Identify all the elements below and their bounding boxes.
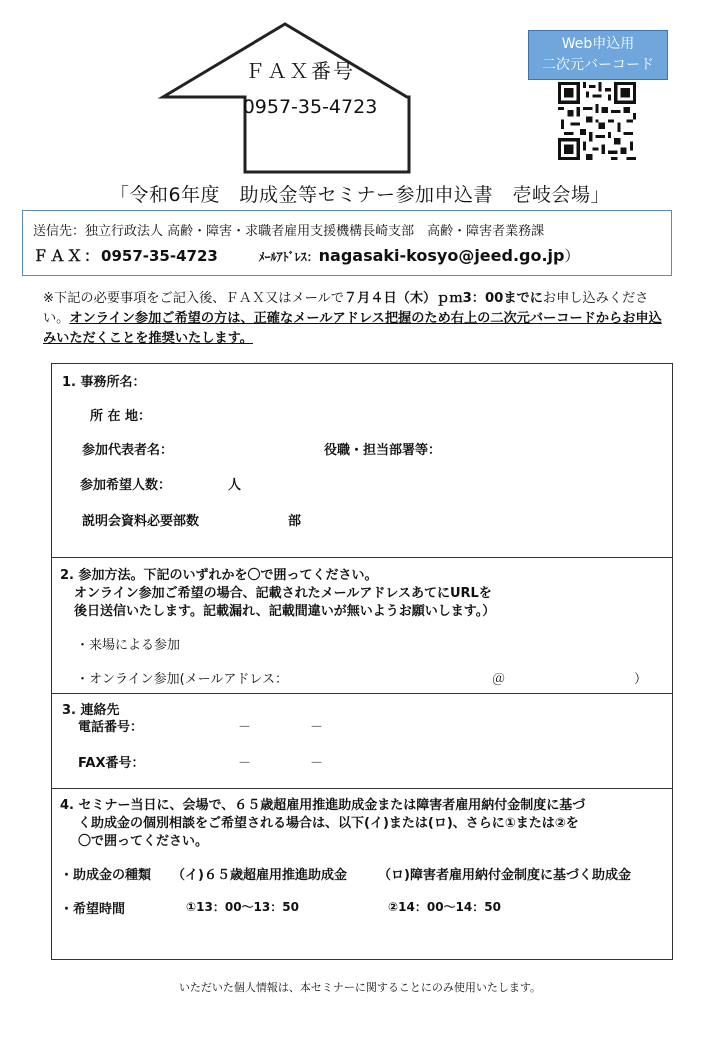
consultation-line3: 〇で囲ってください。 — [78, 834, 209, 849]
time-slot-2[interactable]: ②14：00～14：50 — [388, 900, 501, 914]
subsidy-type-i[interactable]: （イ)６５歳超雇用推進助成金 — [172, 868, 347, 883]
section-office — [52, 364, 672, 558]
option-online[interactable]: ・オンライン参加(メールアドレス： — [76, 672, 289, 687]
option-onsite[interactable]: ・来場による参加 — [76, 638, 181, 653]
notice-part2: お申し込みください。 — [43, 291, 649, 326]
method-online-note-2: 後日送信いたします。記載漏れ、記載間違いが無いようお願いします。） — [74, 604, 496, 619]
contact-title: 3. 連絡先 — [62, 703, 120, 718]
sender-fax-label: ＦＡＸ： — [33, 247, 102, 265]
notice-deadline: ７月４日（木）ｐｍ3：00までに — [343, 291, 543, 306]
form-title: 「令和6年度 助成金等セミナー参加申込書 壱岐会場」 — [109, 184, 611, 206]
phone-dash-1: － — [238, 720, 252, 735]
sender-mail-address[interactable]: nagasaki-kosyo@jeed.go.jp — [318, 246, 565, 265]
document-copies-unit: 部 — [288, 514, 302, 529]
privacy-note: いただいた個人情報は、本セミナーに関することにのみ使用いたします。 — [178, 981, 542, 994]
sender-close-paren: ） — [564, 247, 580, 265]
consultation-line1: 4. セミナー当日に、会場で、６５歳超雇用推進助成金または障害者雇用納付金制度に基づ — [60, 798, 586, 813]
attendee-count-label[interactable]: 参加希望人数： — [80, 478, 172, 493]
sender-info-box — [22, 210, 672, 276]
email-at-sign: ＠ — [492, 672, 506, 687]
office-name-label[interactable]: 1. 事務所名： — [62, 375, 146, 390]
sender-destination: 送信先：独立行政法人 高齢・障害・求職者雇用支援機構長崎支部 高齢・障害者業務課 — [33, 224, 545, 239]
position-label[interactable]: 役職・担当部署等： — [324, 443, 442, 458]
application-form — [51, 363, 673, 960]
address-label[interactable]: 所 在 地： — [90, 409, 152, 424]
subsidy-type-label: ・助成金の種類 — [60, 868, 152, 883]
section-participation-method — [52, 558, 672, 694]
notice-underlined: オンライン参加ご希望の方は、正確なメールアドレス把握のため右上の二次元バーコードからお申込みいただくことを推奨いたします。 — [43, 311, 662, 346]
sender-mail-label: ﾒｰﾙｱﾄﾞﾚｽ： — [258, 250, 319, 264]
document-copies-label[interactable]: 説明会資料必要部数 — [82, 514, 200, 529]
section-contact — [52, 694, 672, 789]
fax-number: 0957-35-4723 — [242, 96, 378, 118]
subsidy-type-ro[interactable]: （ロ)障害者雇用納付金制度に基づく助成金 — [378, 868, 631, 883]
email-close-paren: ） — [634, 672, 648, 687]
web-registration-box — [528, 30, 668, 80]
fax-dash-2: － — [310, 756, 324, 771]
phone-label[interactable]: 電話番号： — [78, 720, 144, 735]
method-instruction: 2. 参加方法。下記のいずれかを〇で囲ってください。 — [60, 568, 378, 583]
qr-code-icon[interactable] — [558, 82, 636, 160]
consultation-line2: く助成金の個別相談をご希望される場合は、以下(イ)または(ロ)、さらに①または②を — [78, 816, 579, 831]
phone-dash-2: － — [310, 720, 324, 735]
representative-label[interactable]: 参加代表者名： — [82, 443, 174, 458]
fax-number-label[interactable]: FAX番号： — [78, 756, 145, 771]
fax-dash-1: － — [238, 756, 252, 771]
web-box-line2: 二次元バーコード — [542, 57, 654, 73]
method-online-note: オンライン参加ご希望の場合、記載されたメールアドレスあてにURLを — [74, 586, 492, 601]
time-slot-1[interactable]: ①13：00～13：50 — [186, 900, 299, 914]
sender-fax-number: 0957-35-4723 — [101, 247, 218, 265]
section-consultation — [52, 789, 672, 959]
time-label: ・希望時間 — [60, 902, 126, 917]
web-box-line1: Web申込用 — [561, 36, 635, 52]
notice-text — [43, 289, 663, 349]
sender-contact-line — [33, 245, 580, 266]
notice-part1: ※下記の必要事項をご記入後、ＦＡＸ又はメールで — [43, 291, 344, 306]
attendee-count-unit: 人 — [228, 478, 242, 493]
fax-label: ＦＡＸ番号 — [245, 59, 355, 83]
